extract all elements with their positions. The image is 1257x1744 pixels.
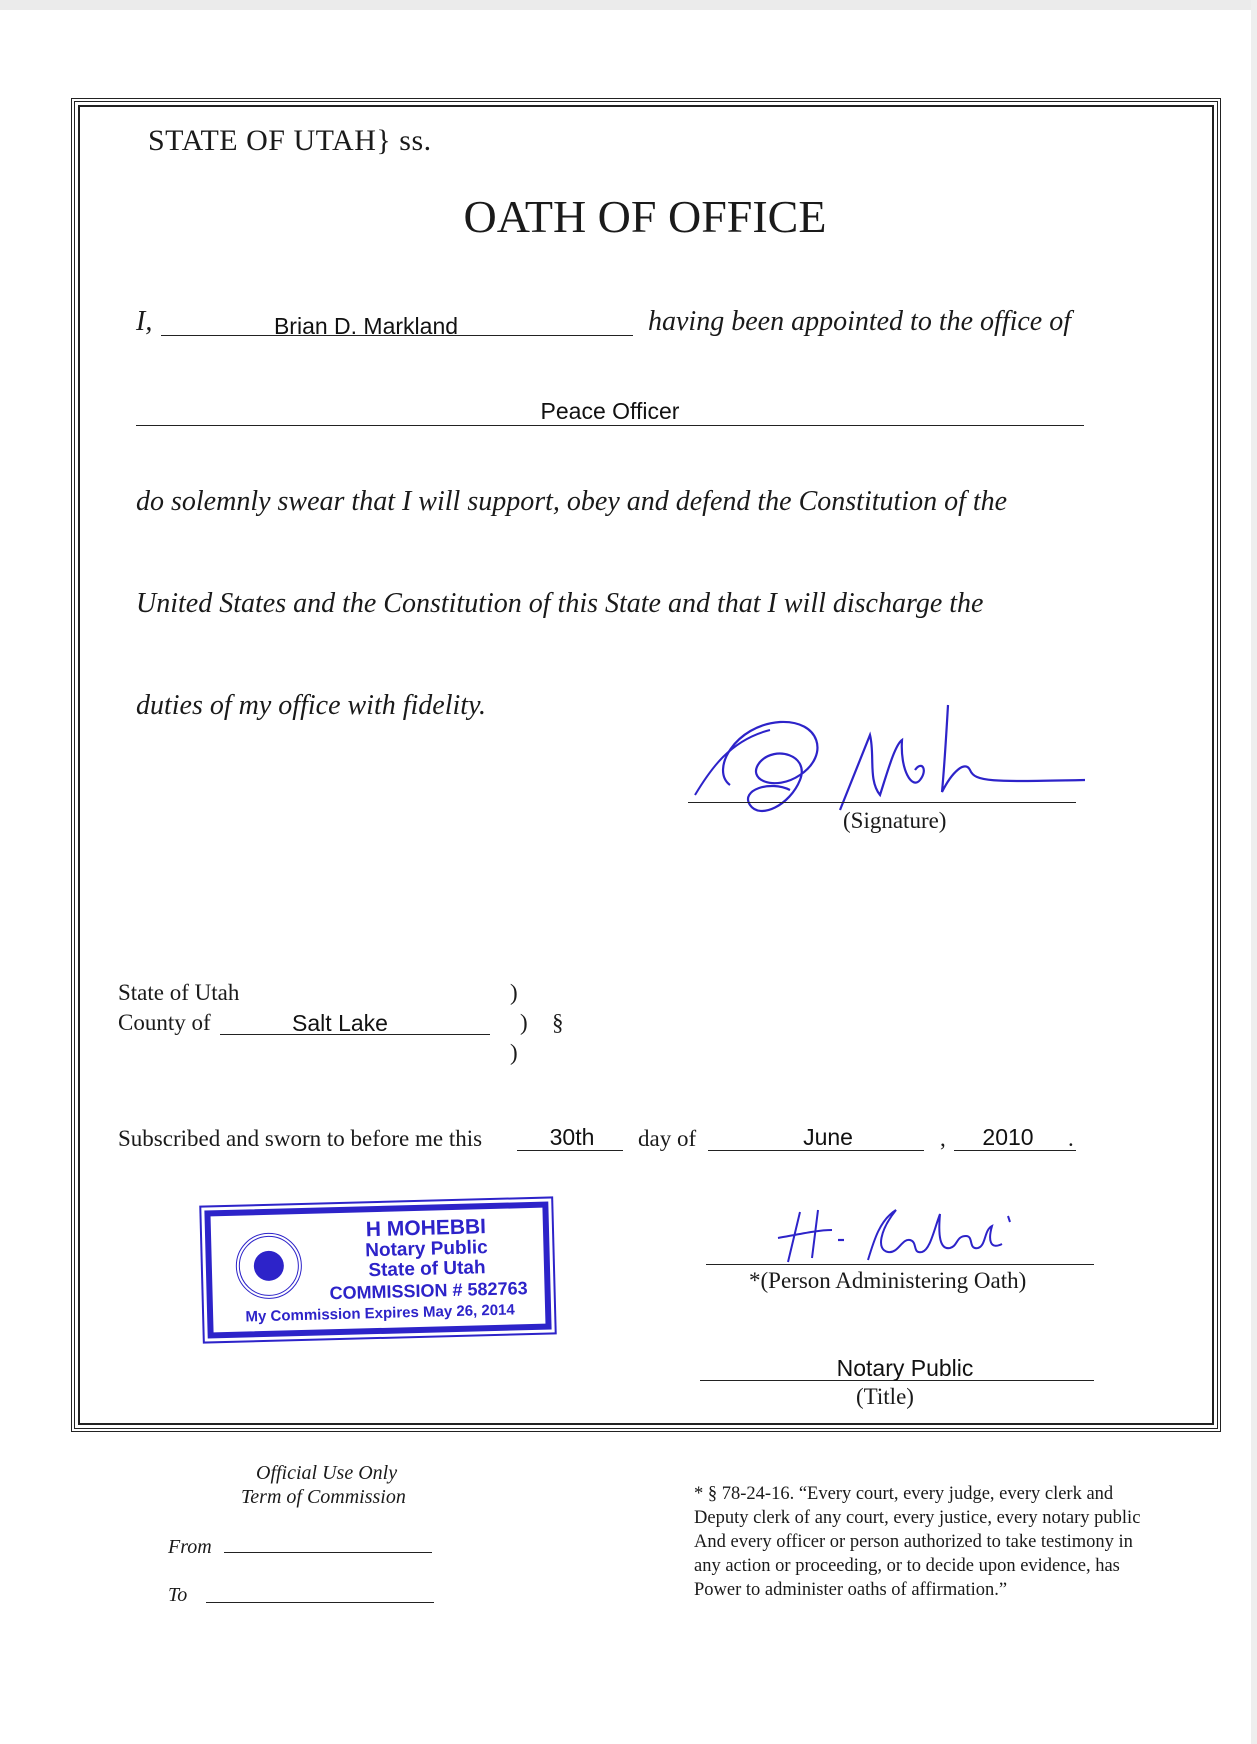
signature-label: (Signature) [843,808,947,833]
stamp-commission: COMMISSION # 582763 [329,1278,528,1304]
appointed-text: having been appointed to the office of [648,306,1072,337]
official-use-heading: Official Use Only [256,1462,398,1484]
title-label: (Title) [856,1384,914,1409]
subscribed-text: Subscribed and sworn to before me this [118,1126,483,1151]
document-title: OATH OF OFFICE [463,191,827,242]
administrator-signature-line [706,1242,1094,1265]
venue-county-label: County of [118,1010,211,1035]
year-field: 2010 [982,1124,1034,1150]
name-field: Brian D. Markland [273,313,459,339]
month-field: June [803,1124,853,1150]
notary-seal-icon [235,1232,303,1300]
statute-footnote: * § 78-24-16. “Every court, every judge, every clerk and Deputy clerk of any court, every justice, every notary public And every officer or person authorized to take testimony in any action or proceeding, or to decide upon evidence, has Power to administer oaths of affirmation.” [694,1484,1141,1600]
comma: , [940,1126,946,1151]
administrator-label: *(Person Administering Oath) [749,1268,1027,1293]
venue-paren-3: ) [510,1040,518,1065]
from-field-line [224,1530,432,1553]
signature-line [688,780,1076,803]
stamp-state: State of Utah [368,1257,486,1282]
from-label: From [168,1536,212,1558]
period: . [1068,1126,1074,1151]
section-symbol: § [552,1010,564,1035]
oath-prefix: I, [136,306,153,337]
office-field: Peace Officer [540,398,680,424]
venue-paren-2: ) [520,1010,528,1035]
stamp-notary-public: Notary Public [364,1237,488,1262]
scan-edge-right [1251,0,1257,1744]
term-of-commission-heading: Term of Commission [241,1486,406,1508]
to-label: To [168,1584,188,1606]
oath-body-line-1: do solemnly swear that I will support, obey and defend the Constitution of the [136,486,1008,517]
oath-body-line-3: duties of my office with fidelity. [136,690,486,721]
notary-stamp [204,1202,551,1339]
day-field: 30th [549,1124,595,1150]
stamp-expires: My Commission Expires May 26, 2014 [245,1301,515,1326]
venue-state-label: State of Utah [118,980,240,1005]
county-field: Salt Lake [292,1010,388,1036]
to-field-line [206,1580,434,1603]
stamp-name: H MOHEBBI [365,1215,487,1242]
venue-paren-1: ) [510,980,518,1005]
title-field: Notary Public [836,1355,974,1381]
day-of-text: day of [638,1126,697,1151]
state-venue-heading: STATE OF UTAH} ss. [148,124,432,157]
scan-edge-top [0,0,1257,10]
oath-body-line-2: United States and the Constitution of this State and that I will discharge the [136,588,984,619]
